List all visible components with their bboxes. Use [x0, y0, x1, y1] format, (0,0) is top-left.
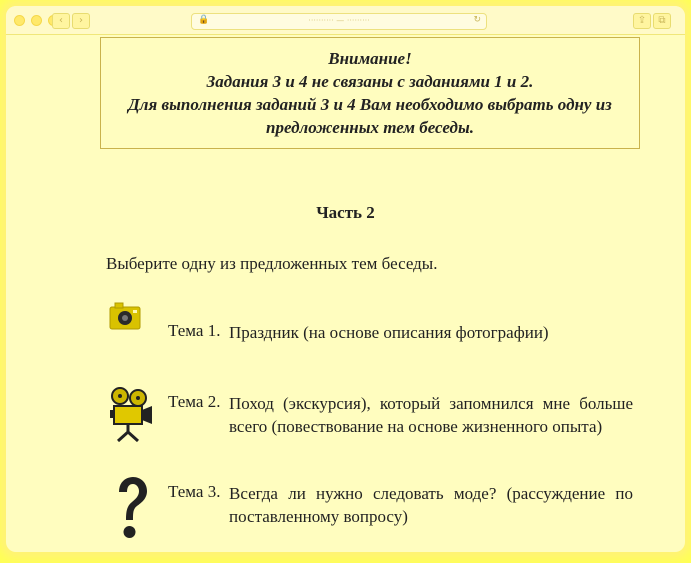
back-button[interactable]	[52, 13, 70, 29]
address-bar[interactable]	[191, 13, 487, 30]
reload-icon[interactable]: ↻	[473, 15, 481, 25]
topic-text: Поход (экскурсия), который запомнился мне больше всего (повествование на основе жизненного опыта)	[229, 394, 633, 436]
topic-number: Тема 1.	[168, 321, 221, 340]
topic-text: Всегда ли нужно следовать моде? (рассуждение по поставленному вопросу)	[229, 484, 633, 526]
notice-heading: Внимание!	[328, 49, 412, 68]
address-url: ·········· — ·········	[308, 16, 370, 25]
question-mark-icon	[114, 476, 150, 547]
topic-number: Тема 3.	[168, 482, 221, 501]
camera-icon	[109, 301, 141, 336]
share-button[interactable]	[633, 13, 651, 29]
forward-icon: ›	[79, 15, 83, 26]
lock-icon: 🔒	[198, 15, 210, 25]
browser-window	[6, 6, 685, 552]
back-icon: ‹	[59, 15, 63, 26]
close-window-button[interactable]	[14, 15, 25, 26]
attention-notice-box	[100, 37, 640, 149]
notice-line: Для выполнения заданий 3 и 4 Вам необходимо выбрать одну из	[128, 95, 612, 114]
instruction-text: Выберите одну из предложенных тем беседы.	[106, 254, 438, 273]
notice-line: предложенных тем беседы.	[266, 118, 474, 137]
tabs-icon: ⧉	[658, 15, 666, 26]
topic-text: Праздник (на основе описания фотографии)	[229, 323, 549, 342]
browser-toolbar	[6, 6, 685, 35]
tabs-button[interactable]	[653, 13, 671, 29]
minimize-window-button[interactable]	[31, 15, 42, 26]
topic-number: Тема 2.	[168, 392, 221, 411]
notice-line: Задания 3 и 4 не связаны с заданиями 1 и 2.	[206, 72, 534, 91]
part-title: Часть 2	[316, 203, 375, 222]
film-projector-icon	[106, 386, 154, 447]
share-icon: ⇪	[637, 15, 647, 26]
forward-button[interactable]	[72, 13, 90, 29]
